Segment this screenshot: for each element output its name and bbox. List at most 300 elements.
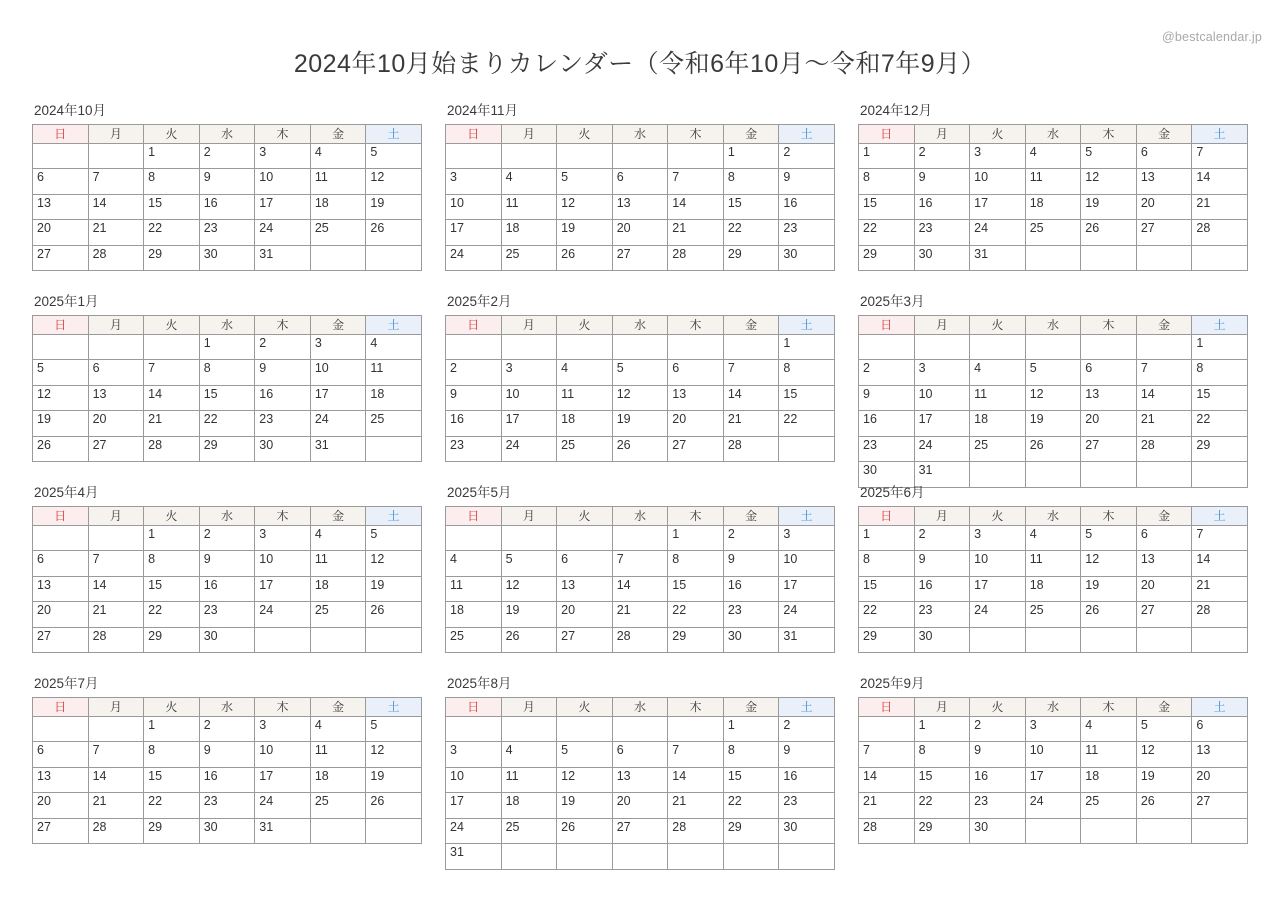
day-cell[interactable]: 4 (970, 360, 1026, 386)
day-cell[interactable]: 24 (446, 245, 502, 271)
day-cell[interactable]: 27 (33, 245, 89, 271)
day-cell[interactable]: 7 (88, 551, 144, 577)
day-cell[interactable]: 8 (779, 360, 835, 386)
day-cell[interactable]: 13 (668, 385, 724, 411)
day-cell[interactable]: 28 (723, 436, 779, 462)
day-cell[interactable]: 27 (612, 818, 668, 844)
day-cell[interactable]: 11 (310, 551, 366, 577)
day-cell[interactable]: 17 (446, 793, 502, 819)
day-cell[interactable]: 10 (970, 169, 1026, 195)
day-cell[interactable]: 24 (970, 602, 1026, 628)
day-cell[interactable]: 28 (1136, 436, 1192, 462)
day-cell[interactable]: 30 (779, 818, 835, 844)
day-cell[interactable]: 16 (199, 767, 255, 793)
day-cell[interactable]: 2 (859, 360, 915, 386)
day-cell[interactable]: 18 (501, 220, 557, 246)
day-cell[interactable]: 21 (88, 602, 144, 628)
day-cell[interactable]: 26 (366, 793, 422, 819)
day-cell[interactable]: 20 (33, 793, 89, 819)
day-cell[interactable]: 31 (255, 818, 311, 844)
day-cell[interactable]: 19 (557, 793, 613, 819)
day-cell[interactable]: 31 (914, 462, 970, 488)
day-cell[interactable]: 27 (1136, 602, 1192, 628)
day-cell[interactable]: 22 (779, 411, 835, 437)
day-cell[interactable]: 16 (255, 385, 311, 411)
day-cell[interactable]: 19 (1025, 411, 1081, 437)
day-cell[interactable]: 13 (1136, 551, 1192, 577)
day-cell[interactable]: 25 (310, 793, 366, 819)
day-cell[interactable]: 15 (859, 194, 915, 220)
day-cell[interactable]: 26 (1025, 436, 1081, 462)
day-cell[interactable]: 29 (914, 818, 970, 844)
day-cell[interactable]: 4 (446, 551, 502, 577)
day-cell[interactable]: 2 (779, 143, 835, 169)
day-cell[interactable]: 30 (723, 627, 779, 653)
day-cell[interactable]: 4 (1081, 716, 1137, 742)
day-cell[interactable]: 17 (446, 220, 502, 246)
day-cell[interactable]: 15 (668, 576, 724, 602)
day-cell[interactable]: 19 (33, 411, 89, 437)
day-cell[interactable]: 30 (255, 436, 311, 462)
day-cell[interactable]: 17 (779, 576, 835, 602)
day-cell[interactable]: 7 (144, 360, 200, 386)
day-cell[interactable]: 23 (970, 793, 1026, 819)
day-cell[interactable]: 6 (1136, 143, 1192, 169)
day-cell[interactable]: 10 (446, 767, 502, 793)
day-cell[interactable]: 27 (557, 627, 613, 653)
day-cell[interactable]: 2 (914, 525, 970, 551)
day-cell[interactable]: 10 (255, 169, 311, 195)
day-cell[interactable]: 19 (1081, 194, 1137, 220)
day-cell[interactable]: 19 (557, 220, 613, 246)
day-cell[interactable]: 25 (310, 602, 366, 628)
day-cell[interactable]: 29 (668, 627, 724, 653)
day-cell[interactable]: 22 (668, 602, 724, 628)
day-cell[interactable]: 6 (88, 360, 144, 386)
day-cell[interactable]: 2 (914, 143, 970, 169)
day-cell[interactable]: 24 (255, 793, 311, 819)
day-cell[interactable]: 24 (1025, 793, 1081, 819)
day-cell[interactable]: 25 (557, 436, 613, 462)
day-cell[interactable]: 28 (144, 436, 200, 462)
day-cell[interactable]: 19 (1081, 576, 1137, 602)
day-cell[interactable]: 13 (1081, 385, 1137, 411)
day-cell[interactable]: 29 (859, 627, 915, 653)
day-cell[interactable]: 28 (668, 245, 724, 271)
day-cell[interactable]: 9 (199, 169, 255, 195)
day-cell[interactable]: 28 (88, 627, 144, 653)
day-cell[interactable]: 9 (199, 551, 255, 577)
day-cell[interactable]: 8 (914, 742, 970, 768)
day-cell[interactable]: 14 (668, 767, 724, 793)
day-cell[interactable]: 22 (144, 220, 200, 246)
day-cell[interactable]: 21 (668, 793, 724, 819)
day-cell[interactable]: 12 (501, 576, 557, 602)
day-cell[interactable]: 20 (612, 793, 668, 819)
day-cell[interactable]: 1 (144, 525, 200, 551)
day-cell[interactable]: 25 (1081, 793, 1137, 819)
day-cell[interactable]: 1 (144, 143, 200, 169)
day-cell[interactable]: 4 (1025, 525, 1081, 551)
day-cell[interactable]: 1 (723, 143, 779, 169)
day-cell[interactable]: 20 (668, 411, 724, 437)
day-cell[interactable]: 5 (501, 551, 557, 577)
day-cell[interactable]: 9 (723, 551, 779, 577)
day-cell[interactable]: 1 (914, 716, 970, 742)
day-cell[interactable]: 4 (501, 742, 557, 768)
day-cell[interactable]: 14 (88, 767, 144, 793)
day-cell[interactable]: 6 (1081, 360, 1137, 386)
day-cell[interactable]: 5 (366, 716, 422, 742)
day-cell[interactable]: 21 (1192, 576, 1248, 602)
day-cell[interactable]: 12 (557, 194, 613, 220)
day-cell[interactable]: 12 (1081, 169, 1137, 195)
day-cell[interactable]: 22 (144, 602, 200, 628)
day-cell[interactable]: 20 (88, 411, 144, 437)
day-cell[interactable]: 18 (310, 194, 366, 220)
day-cell[interactable]: 26 (1081, 220, 1137, 246)
day-cell[interactable]: 27 (33, 818, 89, 844)
day-cell[interactable]: 7 (859, 742, 915, 768)
day-cell[interactable]: 18 (310, 767, 366, 793)
day-cell[interactable]: 13 (1192, 742, 1248, 768)
day-cell[interactable]: 20 (1192, 767, 1248, 793)
day-cell[interactable]: 11 (1025, 169, 1081, 195)
day-cell[interactable]: 6 (33, 742, 89, 768)
day-cell[interactable]: 29 (144, 245, 200, 271)
day-cell[interactable]: 7 (1192, 143, 1248, 169)
day-cell[interactable]: 14 (859, 767, 915, 793)
day-cell[interactable]: 4 (310, 143, 366, 169)
day-cell[interactable]: 17 (255, 767, 311, 793)
day-cell[interactable]: 7 (723, 360, 779, 386)
day-cell[interactable]: 26 (612, 436, 668, 462)
day-cell[interactable]: 5 (557, 742, 613, 768)
day-cell[interactable]: 23 (199, 602, 255, 628)
day-cell[interactable]: 10 (779, 551, 835, 577)
day-cell[interactable]: 18 (501, 793, 557, 819)
day-cell[interactable]: 4 (1025, 143, 1081, 169)
day-cell[interactable]: 2 (199, 143, 255, 169)
day-cell[interactable]: 4 (310, 716, 366, 742)
day-cell[interactable]: 14 (612, 576, 668, 602)
day-cell[interactable]: 11 (501, 767, 557, 793)
day-cell[interactable]: 27 (88, 436, 144, 462)
day-cell[interactable]: 25 (446, 627, 502, 653)
day-cell[interactable]: 17 (914, 411, 970, 437)
day-cell[interactable]: 30 (970, 818, 1026, 844)
day-cell[interactable]: 10 (255, 551, 311, 577)
day-cell[interactable]: 21 (88, 220, 144, 246)
day-cell[interactable]: 11 (310, 742, 366, 768)
day-cell[interactable]: 2 (199, 525, 255, 551)
day-cell[interactable]: 26 (366, 602, 422, 628)
day-cell[interactable]: 1 (144, 716, 200, 742)
day-cell[interactable]: 2 (723, 525, 779, 551)
day-cell[interactable]: 12 (1081, 551, 1137, 577)
day-cell[interactable]: 30 (199, 818, 255, 844)
day-cell[interactable]: 4 (557, 360, 613, 386)
day-cell[interactable]: 16 (970, 767, 1026, 793)
day-cell[interactable]: 25 (1025, 602, 1081, 628)
day-cell[interactable]: 10 (1025, 742, 1081, 768)
day-cell[interactable]: 18 (970, 411, 1026, 437)
day-cell[interactable]: 7 (1136, 360, 1192, 386)
day-cell[interactable]: 29 (1192, 436, 1248, 462)
day-cell[interactable]: 9 (914, 169, 970, 195)
day-cell[interactable]: 4 (310, 525, 366, 551)
day-cell[interactable]: 12 (557, 767, 613, 793)
day-cell[interactable]: 6 (612, 169, 668, 195)
day-cell[interactable]: 23 (914, 602, 970, 628)
day-cell[interactable]: 30 (914, 245, 970, 271)
day-cell[interactable]: 19 (612, 411, 668, 437)
day-cell[interactable]: 31 (970, 245, 1026, 271)
day-cell[interactable]: 11 (970, 385, 1026, 411)
day-cell[interactable]: 24 (970, 220, 1026, 246)
day-cell[interactable]: 3 (970, 143, 1026, 169)
day-cell[interactable]: 19 (366, 194, 422, 220)
day-cell[interactable]: 4 (366, 334, 422, 360)
day-cell[interactable]: 21 (668, 220, 724, 246)
day-cell[interactable]: 15 (144, 194, 200, 220)
day-cell[interactable]: 22 (723, 220, 779, 246)
day-cell[interactable]: 5 (1081, 143, 1137, 169)
day-cell[interactable]: 18 (366, 385, 422, 411)
day-cell[interactable]: 22 (859, 220, 915, 246)
day-cell[interactable]: 23 (779, 220, 835, 246)
day-cell[interactable]: 29 (723, 818, 779, 844)
day-cell[interactable]: 16 (723, 576, 779, 602)
day-cell[interactable]: 19 (366, 576, 422, 602)
day-cell[interactable]: 5 (612, 360, 668, 386)
day-cell[interactable]: 23 (779, 793, 835, 819)
day-cell[interactable]: 7 (1192, 525, 1248, 551)
day-cell[interactable]: 1 (859, 143, 915, 169)
day-cell[interactable]: 25 (1025, 220, 1081, 246)
day-cell[interactable]: 21 (1192, 194, 1248, 220)
day-cell[interactable]: 9 (255, 360, 311, 386)
day-cell[interactable]: 15 (859, 576, 915, 602)
day-cell[interactable]: 16 (859, 411, 915, 437)
day-cell[interactable]: 22 (914, 793, 970, 819)
day-cell[interactable]: 12 (366, 551, 422, 577)
day-cell[interactable]: 9 (779, 742, 835, 768)
day-cell[interactable]: 3 (255, 143, 311, 169)
day-cell[interactable]: 25 (366, 411, 422, 437)
day-cell[interactable]: 12 (366, 169, 422, 195)
day-cell[interactable]: 28 (88, 818, 144, 844)
day-cell[interactable]: 20 (612, 220, 668, 246)
day-cell[interactable]: 3 (501, 360, 557, 386)
day-cell[interactable]: 21 (723, 411, 779, 437)
day-cell[interactable]: 27 (668, 436, 724, 462)
day-cell[interactable]: 6 (33, 551, 89, 577)
day-cell[interactable]: 23 (255, 411, 311, 437)
day-cell[interactable]: 27 (1192, 793, 1248, 819)
day-cell[interactable]: 17 (255, 194, 311, 220)
day-cell[interactable]: 12 (1025, 385, 1081, 411)
day-cell[interactable]: 17 (970, 194, 1026, 220)
day-cell[interactable]: 10 (310, 360, 366, 386)
day-cell[interactable]: 15 (914, 767, 970, 793)
day-cell[interactable]: 2 (255, 334, 311, 360)
day-cell[interactable]: 9 (970, 742, 1026, 768)
day-cell[interactable]: 15 (199, 385, 255, 411)
day-cell[interactable]: 29 (859, 245, 915, 271)
day-cell[interactable]: 8 (144, 742, 200, 768)
day-cell[interactable]: 14 (1192, 551, 1248, 577)
day-cell[interactable]: 24 (255, 602, 311, 628)
day-cell[interactable]: 20 (557, 602, 613, 628)
day-cell[interactable]: 20 (1081, 411, 1137, 437)
day-cell[interactable]: 17 (1025, 767, 1081, 793)
day-cell[interactable]: 5 (1136, 716, 1192, 742)
day-cell[interactable]: 25 (970, 436, 1026, 462)
day-cell[interactable]: 11 (366, 360, 422, 386)
day-cell[interactable]: 5 (33, 360, 89, 386)
day-cell[interactable]: 21 (859, 793, 915, 819)
day-cell[interactable]: 12 (33, 385, 89, 411)
day-cell[interactable]: 25 (501, 818, 557, 844)
day-cell[interactable]: 11 (1025, 551, 1081, 577)
day-cell[interactable]: 21 (88, 793, 144, 819)
day-cell[interactable]: 1 (779, 334, 835, 360)
day-cell[interactable]: 15 (1192, 385, 1248, 411)
day-cell[interactable]: 8 (723, 742, 779, 768)
day-cell[interactable]: 16 (446, 411, 502, 437)
day-cell[interactable]: 26 (366, 220, 422, 246)
day-cell[interactable]: 3 (970, 525, 1026, 551)
day-cell[interactable]: 20 (33, 602, 89, 628)
day-cell[interactable]: 3 (446, 742, 502, 768)
day-cell[interactable]: 27 (1136, 220, 1192, 246)
day-cell[interactable]: 28 (668, 818, 724, 844)
day-cell[interactable]: 11 (501, 194, 557, 220)
day-cell[interactable]: 18 (557, 411, 613, 437)
day-cell[interactable]: 14 (1192, 169, 1248, 195)
day-cell[interactable]: 4 (501, 169, 557, 195)
day-cell[interactable]: 11 (557, 385, 613, 411)
day-cell[interactable]: 23 (914, 220, 970, 246)
day-cell[interactable]: 11 (310, 169, 366, 195)
day-cell[interactable]: 9 (914, 551, 970, 577)
day-cell[interactable]: 1 (859, 525, 915, 551)
day-cell[interactable]: 18 (1081, 767, 1137, 793)
day-cell[interactable]: 10 (970, 551, 1026, 577)
day-cell[interactable]: 13 (557, 576, 613, 602)
day-cell[interactable]: 18 (446, 602, 502, 628)
day-cell[interactable]: 21 (1136, 411, 1192, 437)
day-cell[interactable]: 27 (33, 627, 89, 653)
day-cell[interactable]: 17 (501, 411, 557, 437)
day-cell[interactable]: 23 (446, 436, 502, 462)
day-cell[interactable]: 16 (199, 576, 255, 602)
day-cell[interactable]: 15 (144, 767, 200, 793)
day-cell[interactable]: 11 (1081, 742, 1137, 768)
day-cell[interactable]: 31 (310, 436, 366, 462)
day-cell[interactable]: 28 (1192, 220, 1248, 246)
day-cell[interactable]: 14 (668, 194, 724, 220)
day-cell[interactable]: 24 (310, 411, 366, 437)
day-cell[interactable]: 22 (199, 411, 255, 437)
day-cell[interactable]: 27 (1081, 436, 1137, 462)
day-cell[interactable]: 28 (612, 627, 668, 653)
day-cell[interactable]: 19 (366, 767, 422, 793)
day-cell[interactable]: 25 (501, 245, 557, 271)
day-cell[interactable]: 12 (612, 385, 668, 411)
day-cell[interactable]: 6 (557, 551, 613, 577)
day-cell[interactable]: 17 (970, 576, 1026, 602)
day-cell[interactable]: 12 (1136, 742, 1192, 768)
day-cell[interactable]: 29 (144, 627, 200, 653)
day-cell[interactable]: 20 (33, 220, 89, 246)
day-cell[interactable]: 2 (779, 716, 835, 742)
day-cell[interactable]: 28 (88, 245, 144, 271)
day-cell[interactable]: 23 (199, 793, 255, 819)
day-cell[interactable]: 16 (779, 767, 835, 793)
day-cell[interactable]: 10 (501, 385, 557, 411)
day-cell[interactable]: 9 (779, 169, 835, 195)
day-cell[interactable]: 1 (723, 716, 779, 742)
day-cell[interactable]: 7 (612, 551, 668, 577)
day-cell[interactable]: 3 (914, 360, 970, 386)
day-cell[interactable]: 1 (668, 525, 724, 551)
day-cell[interactable]: 3 (446, 169, 502, 195)
day-cell[interactable]: 26 (33, 436, 89, 462)
day-cell[interactable]: 13 (1136, 169, 1192, 195)
day-cell[interactable]: 24 (779, 602, 835, 628)
day-cell[interactable]: 15 (144, 576, 200, 602)
day-cell[interactable]: 18 (310, 576, 366, 602)
day-cell[interactable]: 8 (859, 169, 915, 195)
day-cell[interactable]: 23 (859, 436, 915, 462)
day-cell[interactable]: 5 (1025, 360, 1081, 386)
day-cell[interactable]: 8 (723, 169, 779, 195)
day-cell[interactable]: 7 (88, 169, 144, 195)
day-cell[interactable]: 31 (446, 844, 502, 870)
day-cell[interactable]: 16 (779, 194, 835, 220)
day-cell[interactable]: 15 (779, 385, 835, 411)
day-cell[interactable]: 3 (255, 525, 311, 551)
day-cell[interactable]: 7 (668, 169, 724, 195)
day-cell[interactable]: 28 (859, 818, 915, 844)
day-cell[interactable]: 22 (859, 602, 915, 628)
day-cell[interactable]: 28 (1192, 602, 1248, 628)
day-cell[interactable]: 5 (366, 143, 422, 169)
day-cell[interactable]: 14 (144, 385, 200, 411)
day-cell[interactable]: 3 (779, 525, 835, 551)
day-cell[interactable]: 17 (255, 576, 311, 602)
day-cell[interactable]: 25 (310, 220, 366, 246)
day-cell[interactable]: 5 (366, 525, 422, 551)
day-cell[interactable]: 23 (723, 602, 779, 628)
day-cell[interactable]: 24 (255, 220, 311, 246)
day-cell[interactable]: 2 (446, 360, 502, 386)
day-cell[interactable]: 24 (501, 436, 557, 462)
day-cell[interactable]: 5 (1081, 525, 1137, 551)
day-cell[interactable]: 30 (859, 462, 915, 488)
day-cell[interactable]: 6 (612, 742, 668, 768)
day-cell[interactable]: 29 (199, 436, 255, 462)
day-cell[interactable]: 2 (199, 716, 255, 742)
day-cell[interactable]: 19 (1136, 767, 1192, 793)
day-cell[interactable]: 5 (557, 169, 613, 195)
day-cell[interactable]: 10 (914, 385, 970, 411)
day-cell[interactable]: 7 (88, 742, 144, 768)
day-cell[interactable]: 16 (199, 194, 255, 220)
day-cell[interactable]: 21 (144, 411, 200, 437)
